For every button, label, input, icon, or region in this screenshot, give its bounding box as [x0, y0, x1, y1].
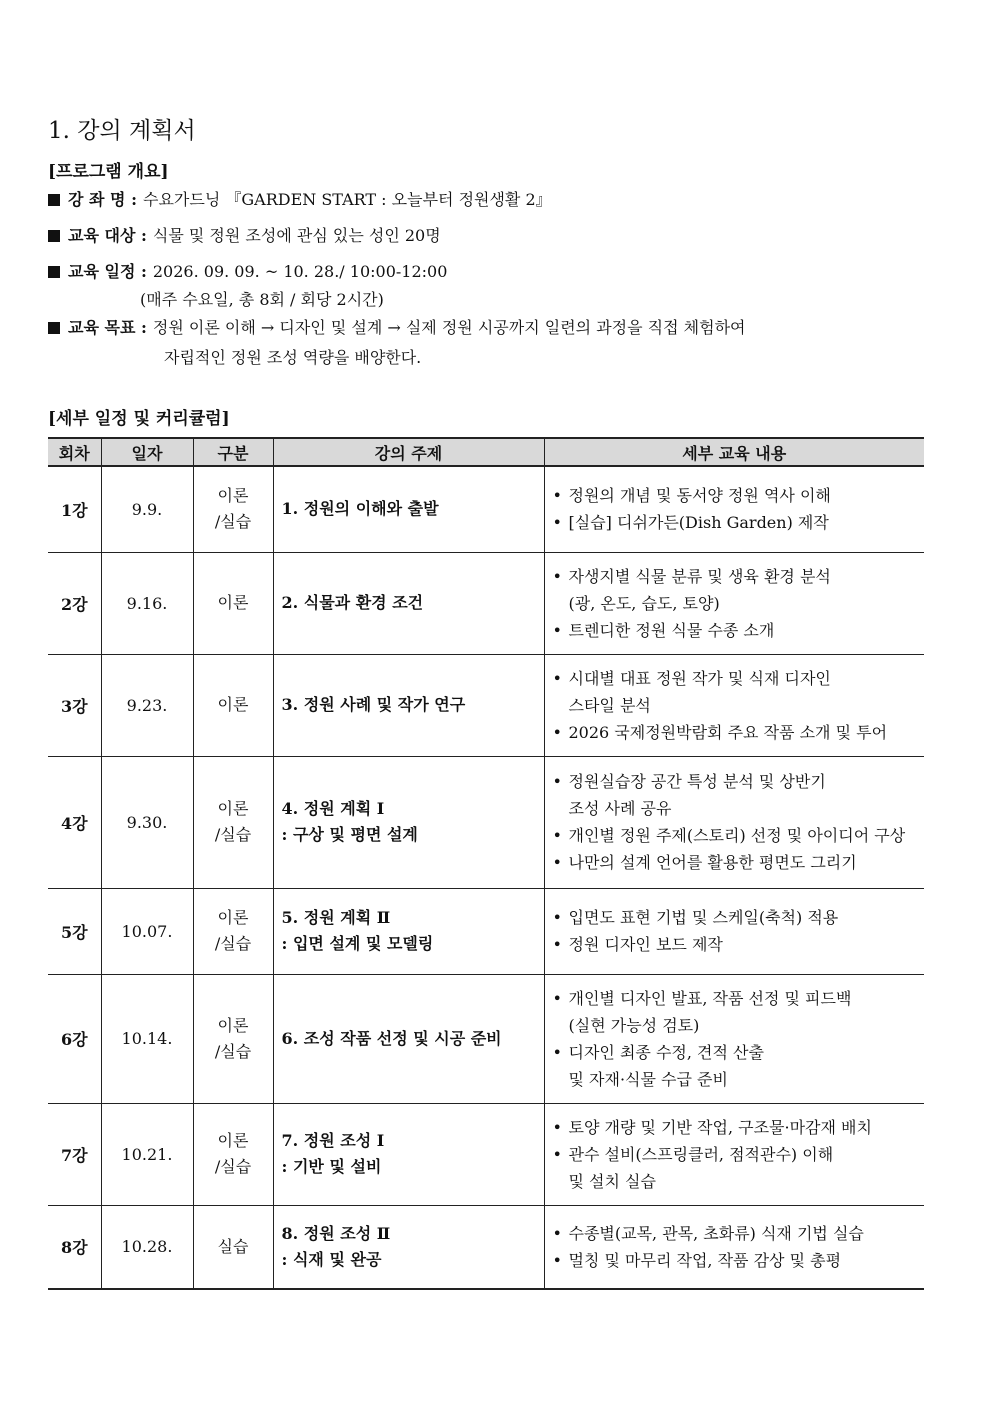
topic-line: 6. 조성 작품 선정 및 시공 준비	[281, 1028, 502, 1048]
type-cell	[193, 466, 273, 552]
table-row	[48, 756, 924, 888]
course-name-label: 강 좌 명 :	[68, 190, 137, 209]
type-line: 이론	[217, 486, 249, 506]
details-list	[553, 985, 919, 1093]
details-list	[553, 1114, 919, 1195]
topic-line: 3. 정원 사례 및 작가 연구	[281, 695, 466, 714]
date-label: 9.9.	[131, 499, 163, 519]
goal-line-1: 정원 이론 이해 → 디자인 및 설계 → 실제 정원 시공까지 일련의 과정을 직접 체험하여	[152, 318, 746, 337]
document-title: 1. 강의 계획서	[48, 118, 196, 144]
type-line: 이론	[217, 593, 249, 612]
details-cell	[544, 1205, 924, 1289]
topic-line: 8. 정원 조성 Ⅱ	[281, 1223, 391, 1243]
session-cell	[48, 1103, 101, 1205]
details-item: • 토양 개량 및 기반 작업, 구조물·마감재 배치	[553, 1114, 919, 1141]
course-name-row	[48, 188, 928, 212]
table-row	[48, 466, 924, 552]
type-line: /실습	[214, 512, 252, 532]
details-item: • 멀칭 및 마무리 작업, 작품 감상 및 총평	[553, 1247, 919, 1274]
type-cell	[193, 1205, 273, 1289]
date-cell	[101, 654, 193, 756]
date-label: 10.07.	[121, 921, 173, 941]
date-cell	[101, 756, 193, 888]
details-list	[553, 768, 919, 876]
date-cell	[101, 466, 193, 552]
details-cell	[544, 756, 924, 888]
course-name-value: 수요가드닝 『GARDEN START : 오늘부터 정원생활 2』	[143, 190, 552, 209]
topic-cell	[273, 974, 544, 1103]
details-cell	[544, 974, 924, 1103]
date-label: 9.23.	[126, 695, 168, 715]
type-line: 이론	[217, 695, 249, 714]
details-cell	[544, 552, 924, 654]
topic-cell	[273, 1103, 544, 1205]
document-page	[48, 112, 928, 1290]
goal-label: 교육 목표 :	[68, 318, 147, 337]
details-item: • 트렌디한 정원 식물 수종 소개	[553, 617, 919, 644]
topic-line: : 기반 및 설비	[281, 1157, 382, 1176]
date-cell	[101, 1205, 193, 1289]
type-cell	[193, 552, 273, 654]
date-cell	[101, 974, 193, 1103]
details-item: • 2026 국제정원박람회 주요 작품 소개 및 투어	[553, 719, 919, 746]
goal-row	[48, 316, 928, 340]
square-bullet-icon	[48, 230, 60, 242]
details-item: • 나만의 설계 언어를 활용한 평면도 그리기	[553, 849, 919, 876]
details-list	[553, 482, 919, 536]
date-label: 9.30.	[126, 812, 168, 832]
topic-line: 1. 정원의 이해와 출발	[281, 499, 439, 519]
session-cell	[48, 974, 101, 1103]
details-cell	[544, 888, 924, 974]
topic-cell	[273, 888, 544, 974]
details-list	[553, 665, 919, 746]
target-row	[48, 224, 928, 248]
details-item: • 정원 디자인 보드 제작	[553, 931, 919, 958]
topic-line: : 식재 및 완공	[281, 1249, 382, 1269]
col-header-details: 세부 교육 내용	[544, 438, 924, 466]
details-cell	[544, 654, 924, 756]
schedule-value: 2026. 09. 09. ~ 10. 28./ 10:00-12:00	[152, 262, 448, 281]
type-line: /실습	[214, 825, 252, 844]
details-item: • 입면도 표현 기법 및 스케일(축척) 적용	[553, 904, 919, 931]
square-bullet-icon	[48, 266, 60, 278]
session-label: 2강	[60, 594, 88, 614]
target-label: 교육 대상 :	[68, 226, 147, 245]
table-header-row	[48, 438, 924, 466]
type-cell	[193, 756, 273, 888]
details-item: • 자생지별 식물 분류 및 생육 환경 분석 (광, 온도, 습도, 토양)	[553, 563, 919, 617]
details-item: • 개인별 디자인 발표, 작품 선정 및 피드백 (실현 가능성 검토)	[553, 985, 919, 1039]
col-header-topic: 강의 주제	[273, 438, 544, 466]
type-line: /실습	[214, 1157, 252, 1176]
session-cell	[48, 552, 101, 654]
type-cell	[193, 888, 273, 974]
goal-line-2: 자립적인 정원 조성 역량을 배양한다.	[164, 348, 422, 367]
details-item: • 시대별 대표 정원 작가 및 식재 디자인 스타일 분석	[553, 665, 919, 719]
session-cell	[48, 888, 101, 974]
date-cell	[101, 888, 193, 974]
details-cell	[544, 466, 924, 552]
details-item: • 디자인 최종 수정, 견적 산출 및 자재·식물 수급 준비	[553, 1039, 919, 1093]
curriculum-heading: [세부 일정 및 커리큘럼]	[48, 409, 230, 429]
curriculum-table	[48, 437, 924, 1290]
topic-line: : 입면 설계 및 모델링	[281, 934, 434, 953]
type-line: 이론	[217, 1015, 249, 1035]
details-item: • 관수 설비(스프링클러, 점적관수) 이해 및 설치 실습	[553, 1141, 919, 1195]
overview-heading: [프로그램 개요]	[48, 162, 169, 182]
details-item: • [실습] 디쉬가든(Dish Garden) 제작	[553, 509, 919, 536]
topic-line: 5. 정원 계획 Ⅱ	[281, 908, 391, 927]
square-bullet-icon	[48, 322, 60, 334]
topic-line: 7. 정원 조성 Ⅰ	[281, 1131, 385, 1150]
session-label: 5강	[60, 922, 88, 942]
session-cell	[48, 1205, 101, 1289]
date-cell	[101, 1103, 193, 1205]
details-item: • 정원의 개념 및 동서양 정원 역사 이해	[553, 482, 919, 509]
date-label: 10.21.	[121, 1144, 173, 1164]
topic-cell	[273, 654, 544, 756]
session-label: 1강	[60, 500, 88, 520]
topic-cell	[273, 1205, 544, 1289]
session-cell	[48, 466, 101, 552]
session-label: 8강	[60, 1238, 88, 1258]
session-label: 3강	[60, 696, 88, 716]
topic-line: 2. 식물과 환경 조건	[281, 593, 424, 612]
col-header-type: 구분	[193, 438, 273, 466]
topic-line: 4. 정원 계획 Ⅰ	[281, 799, 385, 818]
topic-cell	[273, 552, 544, 654]
schedule-row	[48, 260, 928, 284]
topic-cell	[273, 466, 544, 552]
type-line: 실습	[217, 1236, 249, 1256]
schedule-label: 교육 일정 :	[68, 262, 147, 281]
details-item: • 개인별 정원 주제(스토리) 선정 및 아이디어 구상	[553, 822, 919, 849]
type-cell	[193, 974, 273, 1103]
table-row	[48, 552, 924, 654]
session-cell	[48, 756, 101, 888]
session-label: 4강	[60, 813, 88, 833]
square-bullet-icon	[48, 194, 60, 206]
date-cell	[101, 552, 193, 654]
details-list	[553, 1220, 919, 1274]
table-row	[48, 888, 924, 974]
date-label: 10.28.	[121, 1237, 173, 1257]
table-row	[48, 654, 924, 756]
details-list	[553, 904, 919, 958]
details-item: • 정원실습장 공간 특성 분석 및 상반기 조성 사례 공유	[553, 768, 919, 822]
table-row	[48, 974, 924, 1103]
session-label: 6강	[60, 1030, 88, 1049]
type-line: /실습	[214, 934, 252, 953]
target-value: 식물 및 정원 조성에 관심 있는 성인 20명	[152, 226, 441, 245]
session-label: 7강	[60, 1145, 88, 1165]
type-line: /실습	[214, 1041, 252, 1061]
type-line: 이론	[217, 1131, 249, 1150]
details-list	[553, 563, 919, 644]
topic-line: : 구상 및 평면 설계	[281, 825, 418, 844]
col-header-date: 일자	[101, 438, 193, 466]
date-label: 9.16.	[126, 593, 168, 613]
schedule-note: (매주 수요일, 총 8회 / 회당 2시간)	[140, 290, 384, 309]
col-header-session: 회차	[48, 438, 101, 466]
date-label: 10.14.	[121, 1029, 173, 1048]
table-row	[48, 1103, 924, 1205]
type-line: 이론	[217, 799, 249, 818]
details-cell	[544, 1103, 924, 1205]
type-cell	[193, 654, 273, 756]
table-row	[48, 1205, 924, 1289]
details-item: • 수종별(교목, 관목, 초화류) 식재 기법 실습	[553, 1220, 919, 1247]
type-cell	[193, 1103, 273, 1205]
topic-cell	[273, 756, 544, 888]
type-line: 이론	[217, 908, 249, 927]
session-cell	[48, 654, 101, 756]
